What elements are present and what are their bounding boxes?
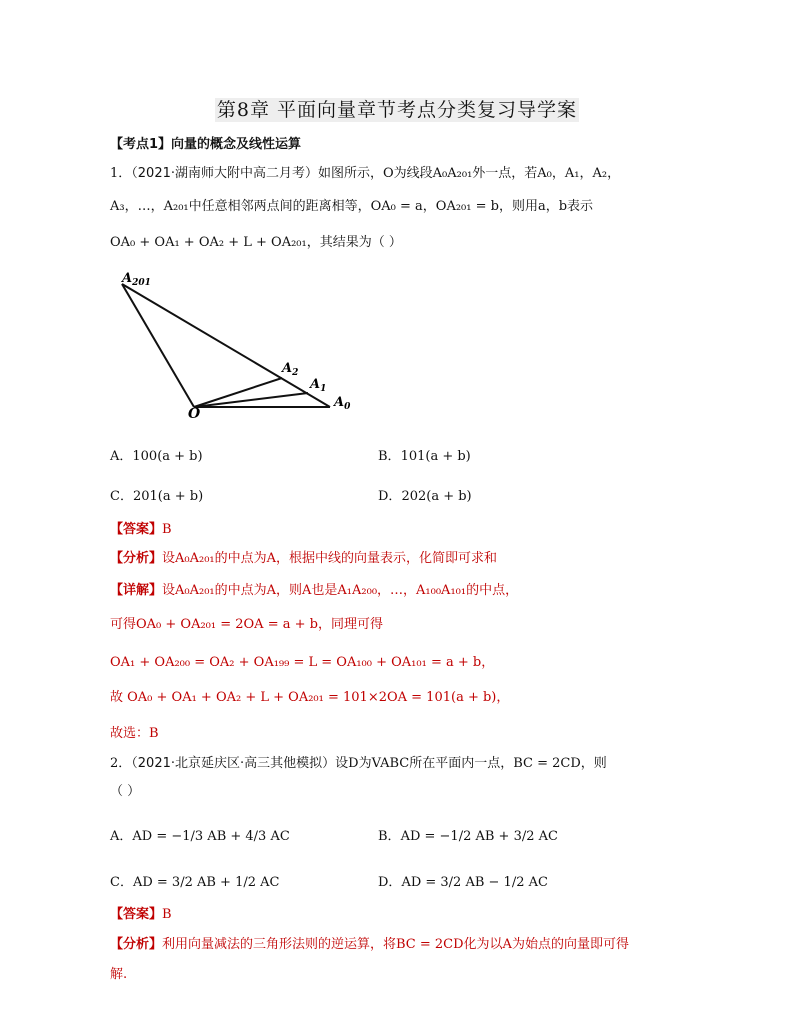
q1-answer: 【答案】B — [110, 522, 172, 537]
q1-detail-line2: 可得OA₀ + OA₂₀₁ = 2OA = a + b，同理可得 — [110, 617, 383, 632]
q2-analysis: 【分析】利用向量减法的三角形法则的逆运算，将BC = 2CD化为以A为始点的向量即可得 — [110, 937, 629, 952]
segment-o-a2 — [194, 378, 282, 407]
q1-option-a[interactable]: A．100(a + b) — [110, 449, 203, 464]
q1-line1: 1．（2021·湖南师大附中高二月考）如图所示，O为线段A₀A₂₀₁外一点，若A₀，A₁，A₂， — [110, 166, 621, 181]
q2-stem: 2．（2021·北京延庆区·高三其他模拟）设D为VABC所在平面内一点，BC = 2CD，则 — [110, 756, 607, 771]
q2-option-b[interactable]: B．AD = −1/2 AB + 3/2 AC — [378, 829, 558, 844]
q2-paren: （ ） — [110, 784, 141, 799]
q1-option-c[interactable]: C．201(a + b) — [110, 489, 204, 504]
label-o: O — [188, 406, 201, 422]
q2-option-d[interactable]: D．AD = 3/2 AB − 1/2 AC — [378, 875, 548, 890]
segment-a201-a0 — [122, 284, 330, 407]
q1-analysis: 【分析】设A₀A₂₀₁的中点为A，根据中线的向量表示，化简即可求和 — [110, 551, 498, 566]
q1-option-d[interactable]: D．202(a + b) — [378, 489, 472, 504]
q1-detail: 【详解】设A₀A₂₀₁的中点为A，则A也是A₁A₂₀₀，…，A₁₀₀A₁₀₁的中点， — [110, 583, 519, 598]
q1-detail-line4: 故 OA₀ + OA₁ + OA₂ + L + OA₂₀₁ = 101×2OA = 101(a + b)， — [110, 690, 510, 705]
segment-o-a1 — [194, 393, 308, 407]
q1-stem-line1: 如图所示，O为线段A₀A₂₀₁外一点，若A₀，A₁，A₂， — [318, 166, 621, 181]
segment-o-a201 — [122, 284, 194, 407]
page-title: 第8章 平面向量章节考点分类复习导学案 — [216, 99, 578, 121]
label-a2: $A_2$ — [282, 361, 299, 378]
q2-option-a[interactable]: A．AD = −1/3 AB + 4/3 AC — [110, 829, 290, 844]
q1-detail-line3: OA₁ + OA₂₀₀ = OA₂ + OA₁₉₉ = L = OA₁₀₀ + OA₁₀₁ = a + b， — [110, 655, 495, 670]
label-a1: $A_1$ — [310, 377, 327, 394]
q1-line2: A₃，…，A₂₀₁中任意相邻两点间的距离相等，OA₀ = a，OA₂₀₁ = b，则用a，b表示 — [110, 199, 594, 214]
label-a201: $A_{201}$ — [122, 271, 151, 288]
section-heading: 【考点1】向量的概念及线性运算 — [110, 137, 302, 152]
q1-option-b[interactable]: B．101(a + b) — [378, 449, 471, 464]
label-a0: $A_0$ — [334, 395, 351, 412]
q1-line3: OA₀ + OA₁ + OA₂ + L + OA₂₀₁，其结果为（ ） — [110, 235, 402, 250]
q1-figure — [110, 266, 370, 426]
q2-analysis-line2: 解. — [110, 967, 128, 982]
q1-conclusion: 故选：B — [110, 726, 159, 741]
q2-answer: 【答案】B — [110, 907, 172, 922]
q2-option-c[interactable]: C．AD = 3/2 AB + 1/2 AC — [110, 875, 280, 890]
